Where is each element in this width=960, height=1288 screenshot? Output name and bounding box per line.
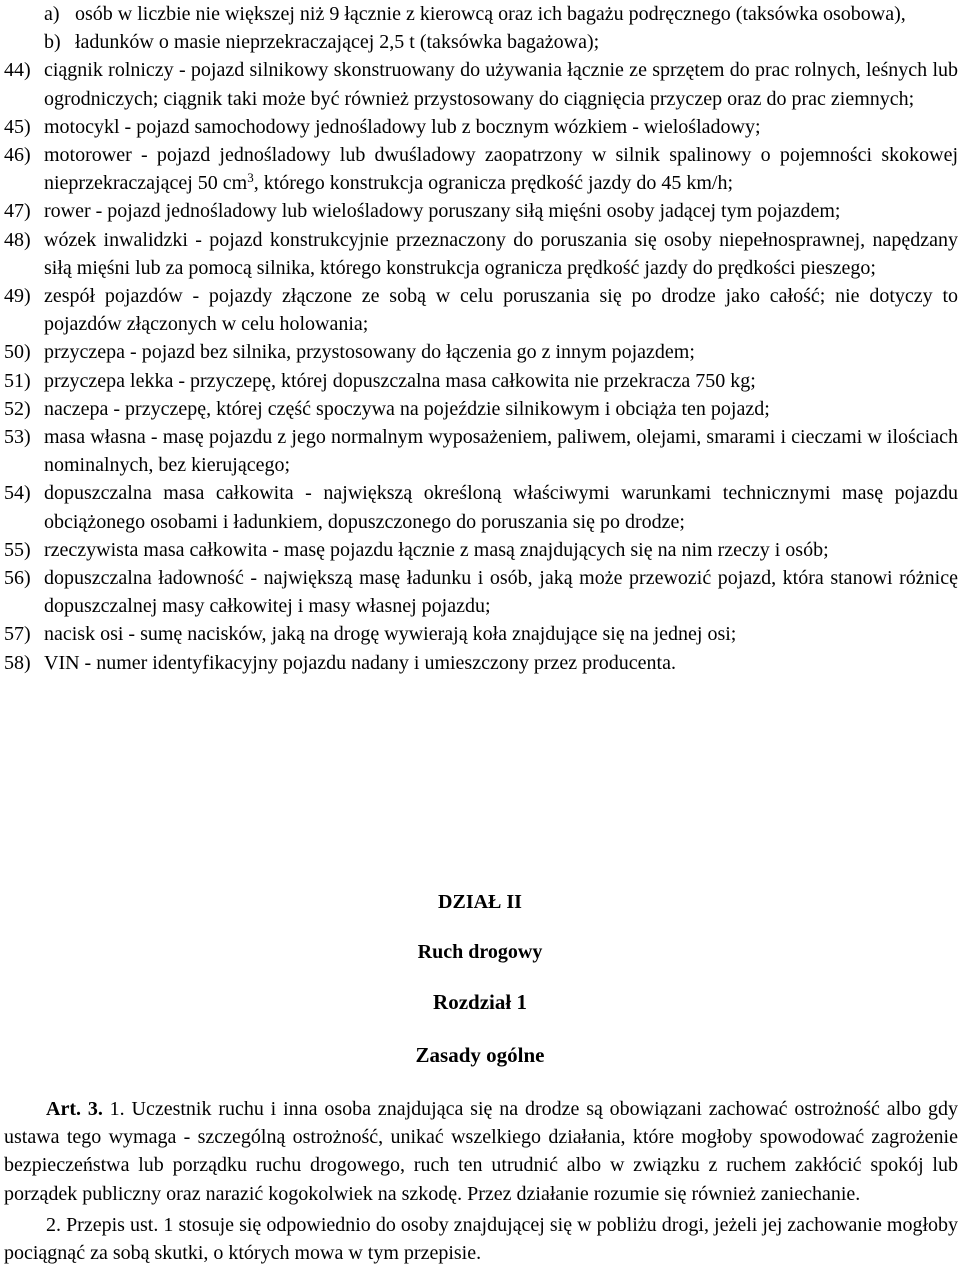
item-text: masa własna - masę pojazdu z jego normalnym wyposażeniem, paliwem, olejami, smarami i cieczami w ilościach nominalnych, bez kierującego; xyxy=(44,426,958,477)
paragraph-number: 1. xyxy=(102,1098,125,1120)
item-text: wózek inwalidzki - pojazd konstrukcyjnie przeznaczony do poruszania się osoby niepełnosprawnej, napędzany siłą mięśni lub za pomocą silnika, którego konstrukcja ogranicza prędkość jazdy do prędkości pieszego; xyxy=(44,228,958,279)
item-number: 51) xyxy=(4,369,31,392)
item-number: 47) xyxy=(4,200,31,223)
item-number: 44) xyxy=(4,59,31,82)
list-item-b xyxy=(44,28,958,56)
definition-47 xyxy=(0,197,960,225)
item-text-before: motorower - pojazd jednośladowy lub dwuśladowy zaopatrzony w silnik spalinowy o pojemności skokowej nieprzekraczającej 50 cm xyxy=(44,144,958,195)
article-paragraph-1 xyxy=(4,1095,958,1208)
item-number: 56) xyxy=(4,567,31,590)
definition-53 xyxy=(0,423,960,479)
item-text: przyczepa lekka - przyczepę, której dopuszczalna masa całkowita nie przekracza 750 kg; xyxy=(44,369,756,392)
definition-56 xyxy=(0,564,960,620)
definition-48 xyxy=(0,226,960,282)
list-item-a xyxy=(44,0,958,28)
item-number: 45) xyxy=(4,115,31,138)
item-text: ciągnik rolniczy - pojazd silnikowy skonstruowany do używania łącznie ze sprzętem do prac rolnych, leśnych lub ogrodniczych; ciągnik taki może być również przystosowany do ciągnięcia przyczep oraz do prac ziemnych; xyxy=(44,59,958,110)
definition-49 xyxy=(0,282,960,338)
sub-item-label: a) xyxy=(44,3,60,25)
item-number: 46) xyxy=(4,144,31,167)
superscript: 3 xyxy=(247,170,254,186)
item-text: naczepa - przyczepę, której część spoczywa na pojeździe silnikowym i obciąża ten pojazd; xyxy=(44,397,770,420)
item-number: 49) xyxy=(4,285,31,308)
item-text: rower - pojazd jednośladowy lub wielośladowy poruszany siłą mięśni osoby jadącej tym pojazdem; xyxy=(44,200,841,223)
definition-57 xyxy=(0,620,960,648)
chapter-heading: Rozdział 1 xyxy=(433,990,527,1014)
definition-54 xyxy=(0,479,960,535)
item-text xyxy=(44,141,958,197)
definition-55 xyxy=(0,536,960,564)
definition-58 xyxy=(0,649,960,677)
item-number: 50) xyxy=(4,341,31,364)
item-text: rzeczywista masa całkowita - masę pojazdu łącznie z masą znajdujących się na nim rzeczy i osób; xyxy=(44,538,829,561)
item-text: dopuszczalna ładowność - największą masę ładunku i osób, jaką może przewozić pojazd, która stanowi różnicę dopuszczalnej masy całkowitej i masy własnej pojazdu; xyxy=(44,567,958,618)
item-number: 58) xyxy=(4,651,31,674)
article-paragraph-2: 2. Przepis ust. 1 stosuje się odpowiednio do osoby znajdującej się w pobliżu drogi, jeżeli jej zachowanie mogłoby pociągnąć za sobą skutki, o których mowa w tym przepisie. xyxy=(4,1213,958,1265)
item-text: przyczepa - pojazd bez silnika, przystosowany do łączenia go z innym pojazdem; xyxy=(44,341,695,364)
item-text-after: , którego konstrukcja ogranicza prędkość jazdy do 45 km/h; xyxy=(253,172,734,195)
section-title: Ruch drogowy xyxy=(417,941,543,963)
definition-50 xyxy=(0,338,960,366)
sub-item-text: osób w liczbie nie większej niż 9 łącznie z kierowcą oraz ich bagażu podręcznego (taksówka osobowa), xyxy=(75,3,906,25)
definition-45 xyxy=(0,113,960,141)
sub-item-label: b) xyxy=(44,31,61,54)
item-number: 57) xyxy=(4,623,31,646)
section-heading-dzial: DZIAŁ II xyxy=(438,891,522,913)
item-text: motocykl - pojazd samochodowy jednośladowy lub z bocznym wózkiem - wielośladowy; xyxy=(44,115,761,138)
chapter-title: Zasady ogólne xyxy=(415,1043,545,1067)
item-number: 53) xyxy=(4,426,31,449)
item-number: 54) xyxy=(4,482,31,505)
definition-52 xyxy=(0,395,960,423)
item-number: 52) xyxy=(4,397,31,420)
paragraph-text: Uczestnik ruchu i inna osoba znajdująca się na drodze są obowiązani zachować ostrożność albo gdy ustawa tego wymaga - szczególną ostrożność, unikać wszelkiego działania, które mogłoby spowodować zagrożenie bezpieczeństwa lub porządku ruchu drogowego, ruch ten utrudnić albo w związku z ruchem zakłócić spokój lub porządek publiczny oraz narazić kogokolwiek na szkodę. Przez działanie rozumie się również zaniechanie. xyxy=(4,1098,959,1205)
definition-51 xyxy=(0,367,960,395)
article-3 xyxy=(4,1095,958,1267)
item-text: dopuszczalna masa całkowita - największą określoną właściwymi warunkami technicznymi masę pojazdu obciążonego osobami i ładunkiem, dopuszczonego do poruszania się po drodze; xyxy=(44,482,958,533)
definition-46 xyxy=(0,141,960,197)
item-text: zespół pojazdów - pojazdy złączone ze sobą w celu poruszania się po drodze jako całość; nie dotyczy to pojazdów złączonych w celu holowania; xyxy=(44,285,958,336)
article-label: Art. 3. xyxy=(46,1098,103,1120)
sub-item-text: ładunków o masie nieprzekraczającej 2,5 t (taksówka bagażowa); xyxy=(75,31,600,54)
definition-44 xyxy=(0,56,960,112)
item-text: VIN - numer identyfikacyjny pojazdu nadany i umieszczony przez producenta. xyxy=(44,651,676,674)
item-text: nacisk osi - sumę nacisków, jaką na drogę wywierają koła znajdujące się na jednej osi; xyxy=(44,623,737,646)
item-number: 55) xyxy=(4,538,31,561)
item-number: 48) xyxy=(4,228,31,251)
